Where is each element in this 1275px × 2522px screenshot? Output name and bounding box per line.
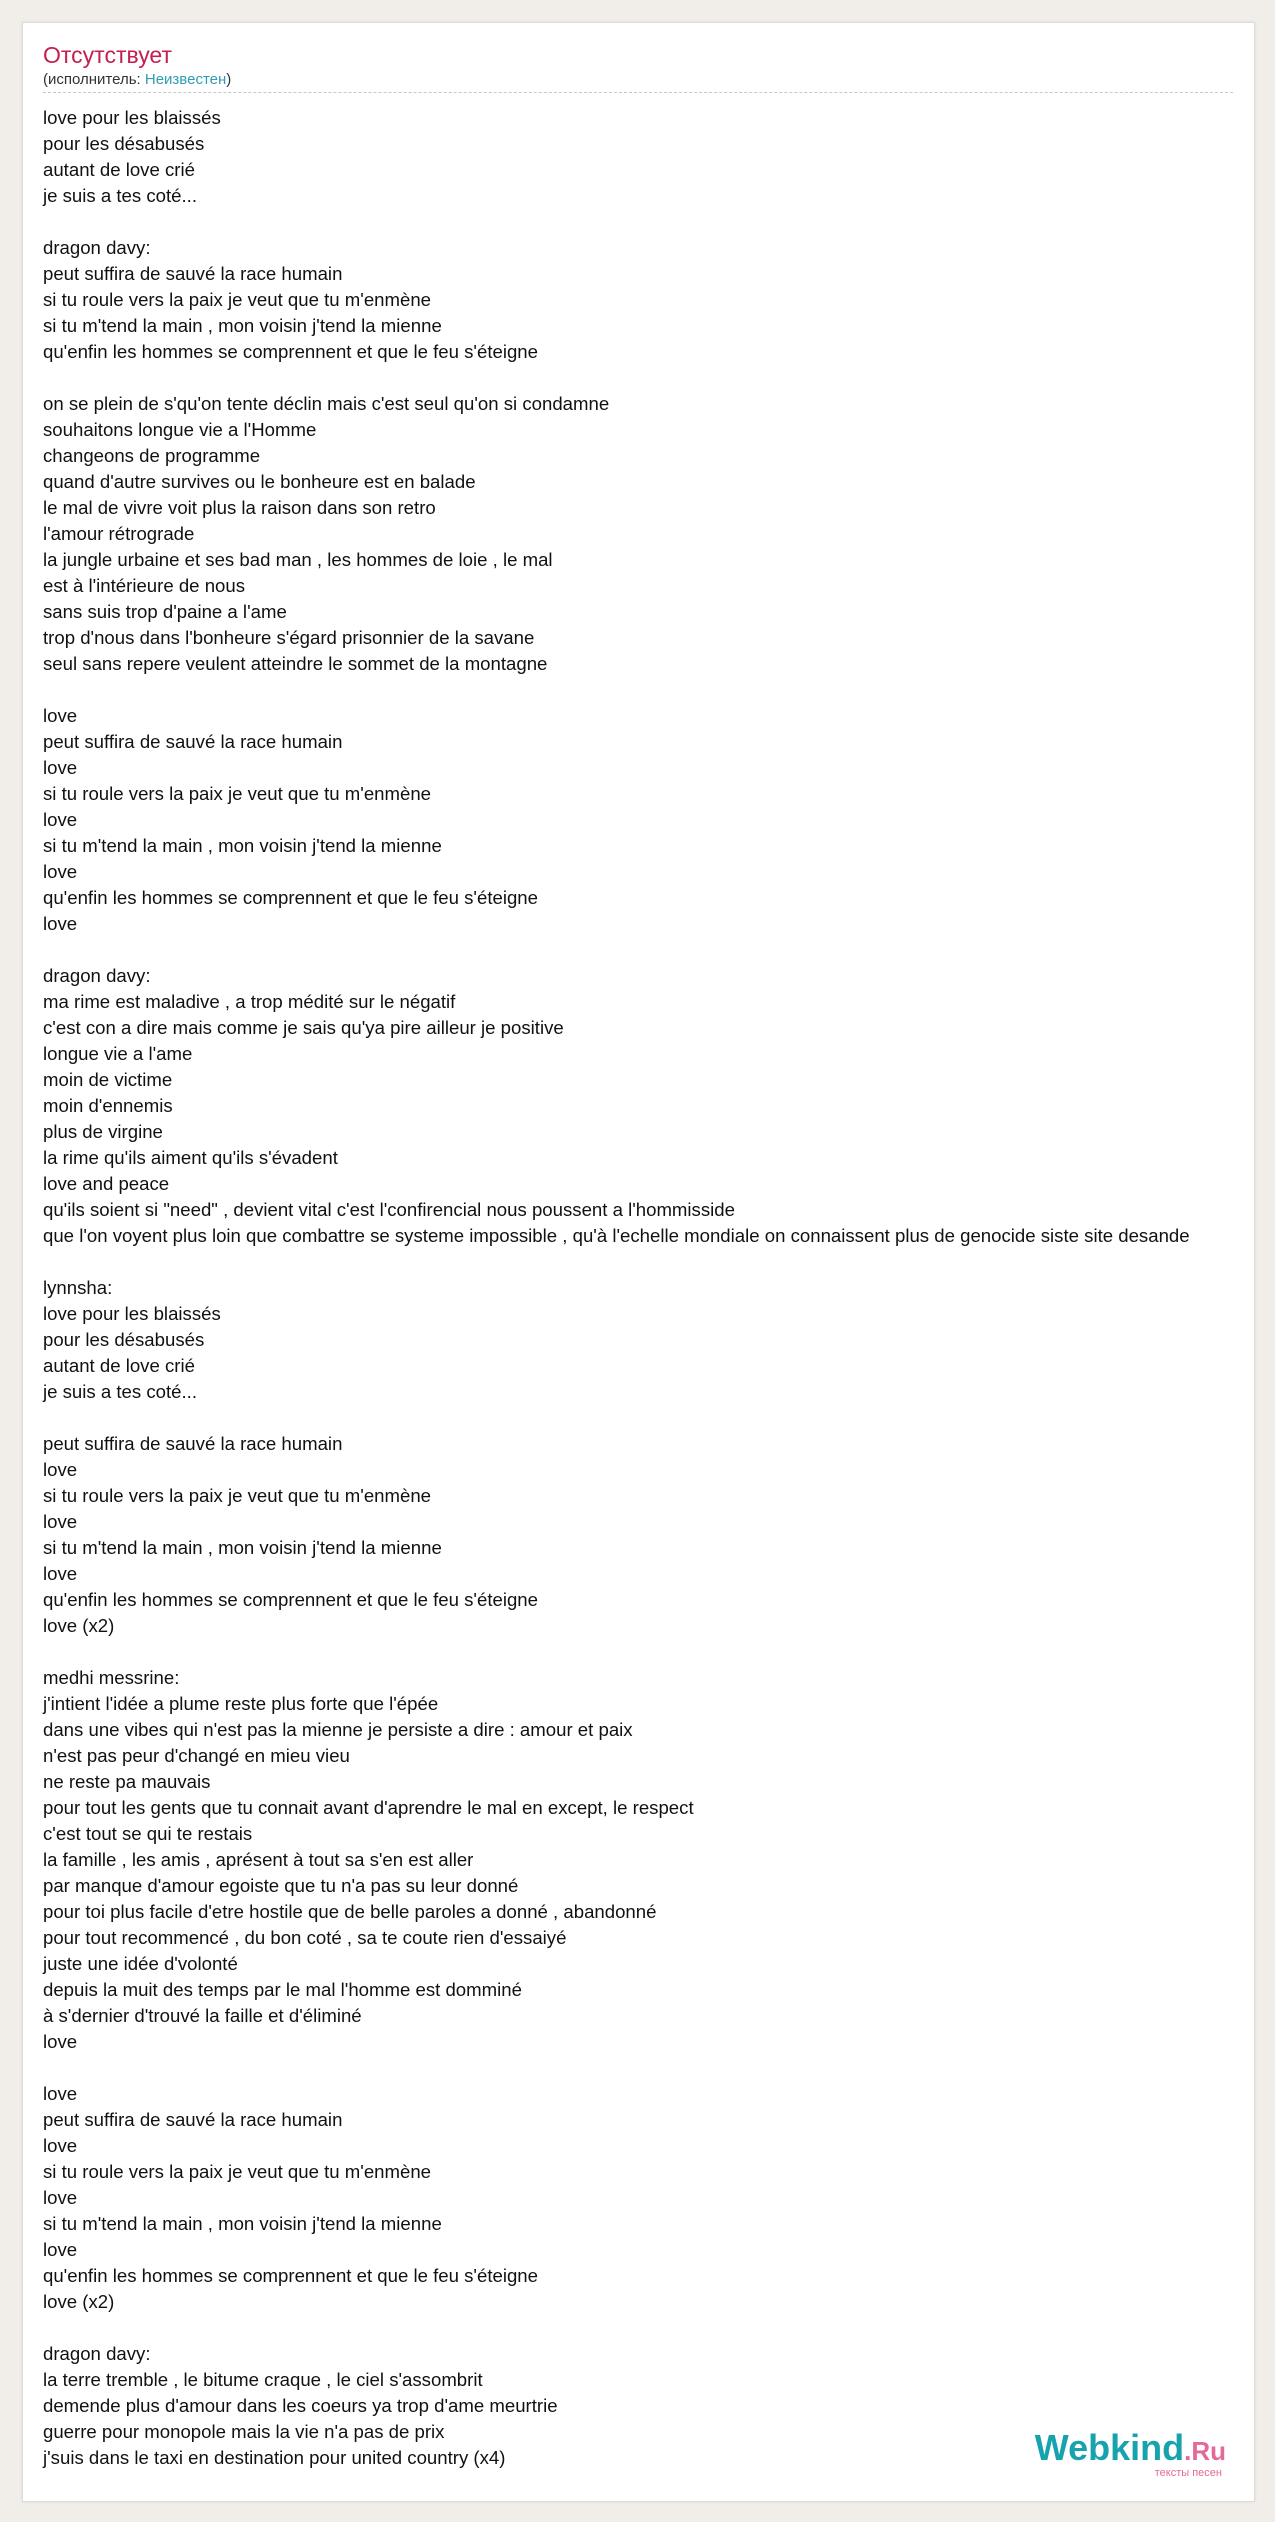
lyrics-line: qu'enfin les hommes se comprennent et que le feu s'éteigne <box>43 2265 538 2286</box>
lyrics-line: moin d'ennemis <box>43 1095 173 1116</box>
lyrics-line: dragon davy: <box>43 237 151 258</box>
lyrics-line: si tu m'tend la main , mon voisin j'tend la mienne <box>43 1537 442 1558</box>
lyrics-line: j'intient l'idée a plume reste plus forte que l'épée <box>43 1693 439 1714</box>
lyrics-line: love <box>43 705 78 726</box>
lyrics-line: la terre tremble , le bitume craque , le ciel s'assombrit <box>43 2369 483 2390</box>
artist-suffix: ) <box>226 71 232 88</box>
title-divider <box>43 92 1233 93</box>
lyrics-line: peut suffira de sauvé la race humain <box>43 731 343 752</box>
lyrics-line: love pour les blaissés <box>43 107 221 128</box>
lyrics-line: la famille , les amis , aprésent à tout sa s'en est aller <box>43 1849 474 1870</box>
lyrics-line: autant de love crié <box>43 1355 195 1376</box>
lyrics-line: je suis a tes coté... <box>43 1381 197 1402</box>
lyrics-line: ne reste pa mauvais <box>43 1771 211 1792</box>
lyrics-line: dans une vibes qui n'est pas la mienne je persiste a dire : amour et paix <box>43 1719 633 1740</box>
lyrics-line: si tu m'tend la main , mon voisin j'tend la mienne <box>43 315 442 336</box>
lyrics-line: pour tout recommencé , du bon coté , sa te coute rien d'essaiyé <box>43 1927 567 1948</box>
lyrics-line: à s'dernier d'trouvé la faille et d'éliminé <box>43 2005 362 2026</box>
lyrics-line: love <box>43 1563 78 1584</box>
lyrics-line: moin de victime <box>43 1069 173 1090</box>
lyrics-line: peut suffira de sauvé la race humain <box>43 1433 343 1454</box>
lyrics-line: love <box>43 2187 78 2208</box>
lyrics-line: qu'enfin les hommes se comprennent et que le feu s'éteigne <box>43 887 538 908</box>
lyrics-line: pour toi plus facile d'etre hostile que de belle paroles a donné , abandonné <box>43 1901 657 1922</box>
lyrics-line: la jungle urbaine et ses bad man , les hommes de loie , le mal <box>43 549 553 570</box>
lyrics-line: love pour les blaissés <box>43 1303 221 1324</box>
lyrics-line: guerre pour monopole mais la vie n'a pas de prix <box>43 2421 445 2442</box>
lyrics-line: par manque d'amour egoiste que tu n'a pas su leur donné <box>43 1875 519 1896</box>
lyrics-line: c'est tout se qui te restais <box>43 1823 253 1844</box>
artist-prefix: (исполнитель: <box>43 71 145 88</box>
lyrics-line: love <box>43 2031 78 2052</box>
lyrics-line: c'est con a dire mais comme je sais qu'ya pire ailleur je positive <box>43 1017 564 1038</box>
lyrics-line: si tu roule vers la paix je veut que tu m'enmène <box>43 783 432 804</box>
logo-name: Webkind <box>1034 2427 1185 2468</box>
lyrics-line: autant de love crié <box>43 159 195 180</box>
lyrics-line: love (x2) <box>43 1615 115 1636</box>
lyrics-line: dragon davy: <box>43 2343 151 2364</box>
song-title: Отсутствует <box>43 42 172 68</box>
lyrics-line: love <box>43 861 78 882</box>
lyrics-line: si tu roule vers la paix je veut que tu m'enmène <box>43 289 432 310</box>
logo-tagline: тексты песен <box>1154 2467 1222 2479</box>
lyrics-line: on se plein de s'qu'on tente déclin mais c'est seul qu'on si condamne <box>43 393 610 414</box>
lyrics-line: love (x2) <box>43 2291 115 2312</box>
lyrics-line: changeons de programme <box>43 445 261 466</box>
logo-wordmark <box>1034 2427 1226 2469</box>
lyrics-line: love <box>43 809 78 830</box>
lyrics-line: n'est pas peur d'changé en mieu vieu <box>43 1745 350 1766</box>
lyrics-line: trop d'nous dans l'bonheure s'égard prisonnier de la savane <box>43 627 535 648</box>
lyrics-line: longue vie a l'ame <box>43 1043 193 1064</box>
lyrics-text <box>43 105 1255 2471</box>
lyrics-line: la rime qu'ils aiment qu'ils s'évadent <box>43 1147 338 1168</box>
lyrics-line: plus de virgine <box>43 1121 163 1142</box>
artist-line <box>43 71 231 89</box>
lyrics-line: love <box>43 2239 78 2260</box>
lyrics-line: l'amour rétrograde <box>43 523 195 544</box>
artist-link[interactable]: Неизвестен <box>144 71 227 88</box>
lyrics-line: souhaitons longue vie a l'Homme <box>43 419 317 440</box>
lyrics-line: sans suis trop d'paine a l'ame <box>43 601 287 622</box>
lyrics-line: depuis la muit des temps par le mal l'homme est domminé <box>43 1979 522 2000</box>
lyrics-line: love <box>43 1511 78 1532</box>
site-logo[interactable] <box>1034 2427 1226 2479</box>
lyrics-line: j'suis dans le taxi en destination pour united country (x4) <box>43 2447 506 2468</box>
lyrics-line: love <box>43 913 78 934</box>
lyrics-line: pour les désabusés <box>43 1329 205 1350</box>
lyrics-line: si tu roule vers la paix je veut que tu m'enmène <box>43 2161 432 2182</box>
lyrics-line: si tu m'tend la main , mon voisin j'tend la mienne <box>43 835 442 856</box>
lyrics-line: que l'on voyent plus loin que combattre se systeme impossible , qu'à l'echelle mondiale on connaissent plus de genocide siste site desande <box>43 1225 1190 1246</box>
lyrics-line: si tu m'tend la main , mon voisin j'tend la mienne <box>43 2213 442 2234</box>
logo-suffix: .Ru <box>1184 2436 1226 2466</box>
lyrics-line: love <box>43 2135 78 2156</box>
lyrics-line: je suis a tes coté... <box>43 185 197 206</box>
lyrics-line: medhi messrine: <box>43 1667 180 1688</box>
lyrics-line: ma rime est maladive , a trop médité sur le négatif <box>43 991 456 1012</box>
lyrics-line: peut suffira de sauvé la race humain <box>43 263 343 284</box>
lyrics-line: pour tout les gents que tu connait avant d'aprendre le mal en except, le respect <box>43 1797 694 1818</box>
lyrics-line: love <box>43 2083 78 2104</box>
lyrics-line: quand d'autre survives ou le bonheure est en balade <box>43 471 476 492</box>
lyrics-line: dragon davy: <box>43 965 151 986</box>
lyrics-line: qu'enfin les hommes se comprennent et que le feu s'éteigne <box>43 1589 538 1610</box>
lyrics-line: qu'ils soient si "need" , devient vital c'est l'confirencial nous poussent a l'hommisside <box>43 1199 735 1220</box>
lyrics-line: love <box>43 1459 78 1480</box>
lyrics-line: demende plus d'amour dans les coeurs ya trop d'ame meurtrie <box>43 2395 558 2416</box>
lyrics-line: seul sans repere veulent atteindre le sommet de la montagne <box>43 653 548 674</box>
lyrics-line: est à l'intérieure de nous <box>43 575 246 596</box>
lyrics-line: peut suffira de sauvé la race humain <box>43 2109 343 2130</box>
lyrics-line: juste une idée d'volonté <box>43 1953 238 1974</box>
lyrics-line: pour les désabusés <box>43 133 205 154</box>
lyrics-line: qu'enfin les hommes se comprennent et que le feu s'éteigne <box>43 341 538 362</box>
lyrics-line: lynnsha: <box>43 1277 113 1298</box>
lyrics-line: love and peace <box>43 1173 170 1194</box>
lyrics-line: love <box>43 757 78 778</box>
lyrics-card <box>22 22 1255 2502</box>
lyrics-line: le mal de vivre voit plus la raison dans son retro <box>43 497 436 518</box>
lyrics-line: si tu roule vers la paix je veut que tu m'enmène <box>43 1485 432 1506</box>
